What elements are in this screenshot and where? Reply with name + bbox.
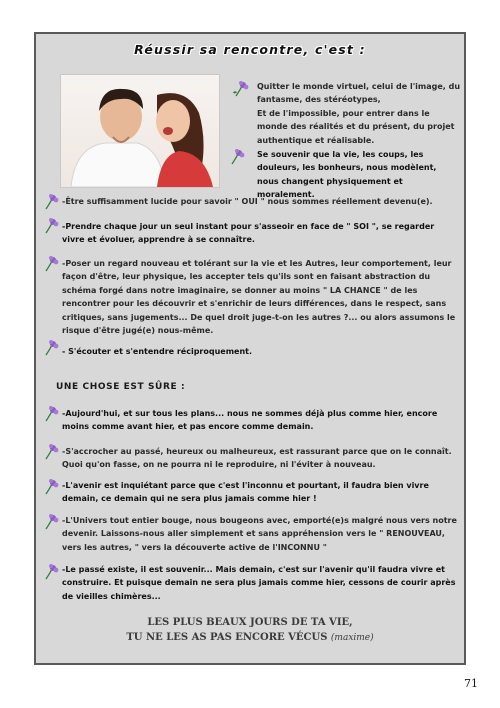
list-item-passe: -S'accrocher au passé, heureux ou malheureux, est rassurant parce que on le connaît. Quoi qu'on fasse, on ne pourra ni le reproduire, ni l'éviter à nouveau. xyxy=(62,447,452,470)
flower-icon xyxy=(42,513,60,531)
couple-photo xyxy=(60,74,220,188)
page-number: 71 xyxy=(464,677,478,690)
list-item-passe-souvenir: -Le passé existe, il est souvenir... Mais demain, c'est sur l'avenir qu'il faudra vivre et construire. Et puisque demain ne sera plus jamais comme hier, cessons de courir après de vieilles chimères... xyxy=(62,565,456,601)
list-item-poser: -Poser un regard nouveau et tolérant sur la vie et les Autres, leur comportement, leur façon d'être, leur physique, les accepter tels qu'ils sont en faisant abstraction du schéma forgé dans notre imaginaire, se donner au moins " LA CHANCE " de les rencontrer pour les découvrir et s'enrichir de leurs différences, dans le respect, sans critiques, sans jugements... De quel droit juge-t-on les autres ?... ou alors assumons le risque d'être jugé(e) nous-même. xyxy=(62,259,456,336)
content-frame xyxy=(34,32,466,665)
flower-icon xyxy=(42,443,60,461)
list-item-avenir: -L'avenir est inquiétant parce que c'est l'inconnu et pourtant, il faudra bien vivre demain, ce demain qui ne sera plus jamais comme hier ! xyxy=(62,481,429,504)
list-item-prendre: -Prendre chaque jour un seul instant pour s'asseoir en face de " SOI ", se regarder vivre et évoluer, apprendre à se connaître. xyxy=(62,222,435,245)
intro-paragraph-2: Et de l'impossible, pour entrer dans le monde des réalités et du présent, du projet authentique et réalisable. xyxy=(257,109,455,145)
page-title: Réussir sa rencontre, c'est : xyxy=(134,42,366,57)
list-item-aujourdhui: -Aujourd'hui, et sur tous les plans... nous ne sommes déjà plus comme hier, encore moins comme avant hier, et pas encore comme demain. xyxy=(62,409,438,432)
closing-line-1: LES PLUS BEAUX JOURS DE TA VIE, xyxy=(147,617,353,628)
closing-text: TU NE LES AS PAS ENCORE VÉCUS xyxy=(126,632,328,643)
intro-paragraph-1: Quitter le monde virtuel, celui de l'image, du fantasme, des stéréotypes, xyxy=(257,82,461,105)
list-item-ecouter: - S'écouter et s'entendre réciproquement. xyxy=(62,347,253,356)
flower-icon xyxy=(42,563,60,581)
closing-line-2 xyxy=(36,632,464,643)
flower-icon xyxy=(42,478,60,496)
list-item-univers: -L'Univers tout entier bouge, nous bougeons avec, emporté(e)s malgré nous vers notre devenir. Laissons-nous aller simplement et sans appréhension vers le " RENOUVEAU, vers les autres, " vers la découverte active de l'INCONNU " xyxy=(62,516,457,552)
flower-icon xyxy=(232,80,250,98)
flower-icon xyxy=(42,255,60,273)
flower-icon xyxy=(42,339,60,357)
flower-icon xyxy=(42,193,60,211)
flower-icon xyxy=(228,148,246,166)
intro-paragraph-3: Se souvenir que la vie, les coups, les douleurs, les bonheurs, nous modèlent, nous changent physiquement et moralement. xyxy=(257,150,437,200)
section-heading: UNE CHOSE EST SÛRE : xyxy=(56,382,186,392)
flower-icon xyxy=(42,217,60,235)
flower-icon xyxy=(42,405,60,423)
list-item-lucide: -Être suffisamment lucide pour savoir " OUI " nous sommes réellement devenu(e). xyxy=(62,197,433,206)
closing-attribution: (maxime) xyxy=(330,633,374,643)
